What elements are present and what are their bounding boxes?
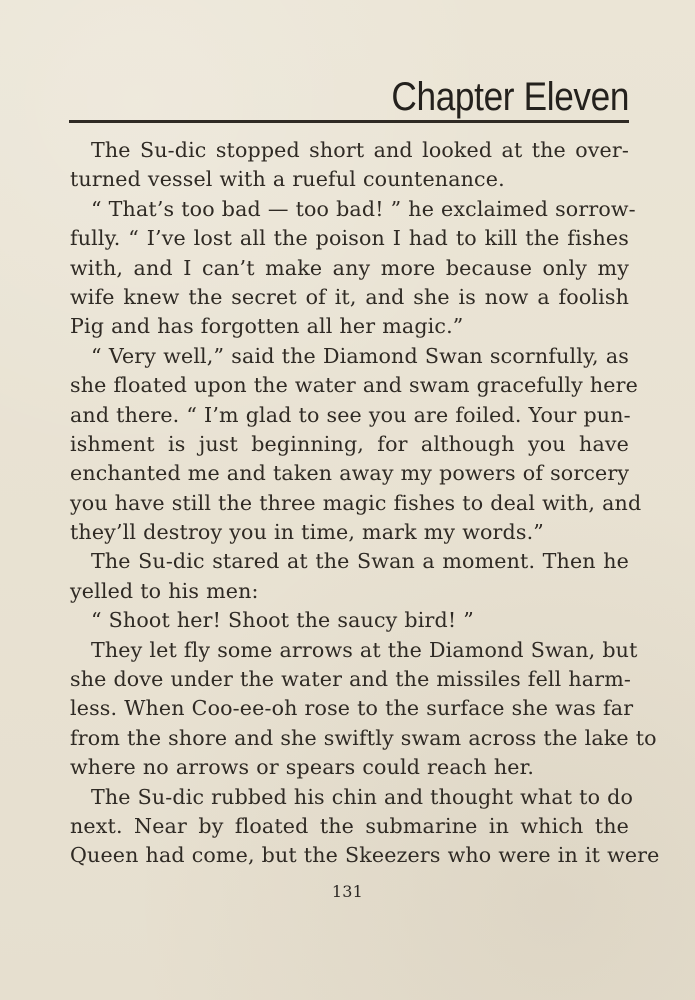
text-line: The Su-dic rubbed his chin and thought what to do	[91, 784, 634, 809]
page-number: 131	[331, 882, 364, 901]
text-line: less. When Coo-ee-oh rose to the surface she was far	[70, 696, 634, 721]
text-line: enchanted me and taken away my powers of sorcery	[70, 461, 630, 486]
text-line: you have still the three magic fishes to deal with, and	[70, 490, 642, 515]
text-line: turned vessel with a rueful countenance.	[70, 167, 505, 192]
text-line: wife knew the secret of it, and she is now a foolish	[70, 284, 629, 309]
text-line: where no arrows or spears could reach her.	[70, 755, 535, 780]
chapter-title: Chapter Eleven	[391, 75, 629, 119]
text-line: “ Shoot her! Shoot the saucy bird! ”	[91, 608, 474, 633]
text-line: “ That’s too bad — too bad! ” he exclaimed sorrow-	[91, 196, 636, 221]
text-line: They let fly some arrows at the Diamond Swan, but	[91, 637, 638, 662]
text-line: Queen had come, but the Skeezers who were in it were	[70, 843, 660, 868]
text-line: from the shore and she swiftly swam across the lake to	[70, 725, 657, 750]
text-line: next. Near by floated the submarine in which the	[70, 813, 629, 838]
text-line: “ Very well,” said the Diamond Swan scornfully, as	[91, 343, 629, 368]
text-line: and there. “ I’m glad to see you are foiled. Your pun-	[70, 402, 631, 427]
text-line: she floated upon the water and swam gracefully here	[70, 373, 638, 398]
text-line: The Su-dic stared at the Swan a moment. Then he	[91, 549, 629, 574]
text-line: she dove under the water and the missiles fell harm-	[70, 667, 632, 692]
text-line: ishment is just beginning, for although you have	[70, 431, 629, 456]
text-line: Pig and has forgotten all her magic.”	[70, 314, 464, 339]
body-text	[70, 136, 660, 871]
title-rule	[69, 120, 629, 123]
text-line: The Su-dic stopped short and looked at the over-	[91, 138, 629, 162]
text-line: yelled to his men:	[70, 578, 259, 603]
text-line: they’ll destroy you in time, mark my words.”	[70, 520, 544, 545]
text-line: fully. “ I’ve lost all the poison I had to kill the fishes	[70, 226, 629, 251]
text-line: with, and I can’t make any more because only my	[70, 255, 629, 280]
